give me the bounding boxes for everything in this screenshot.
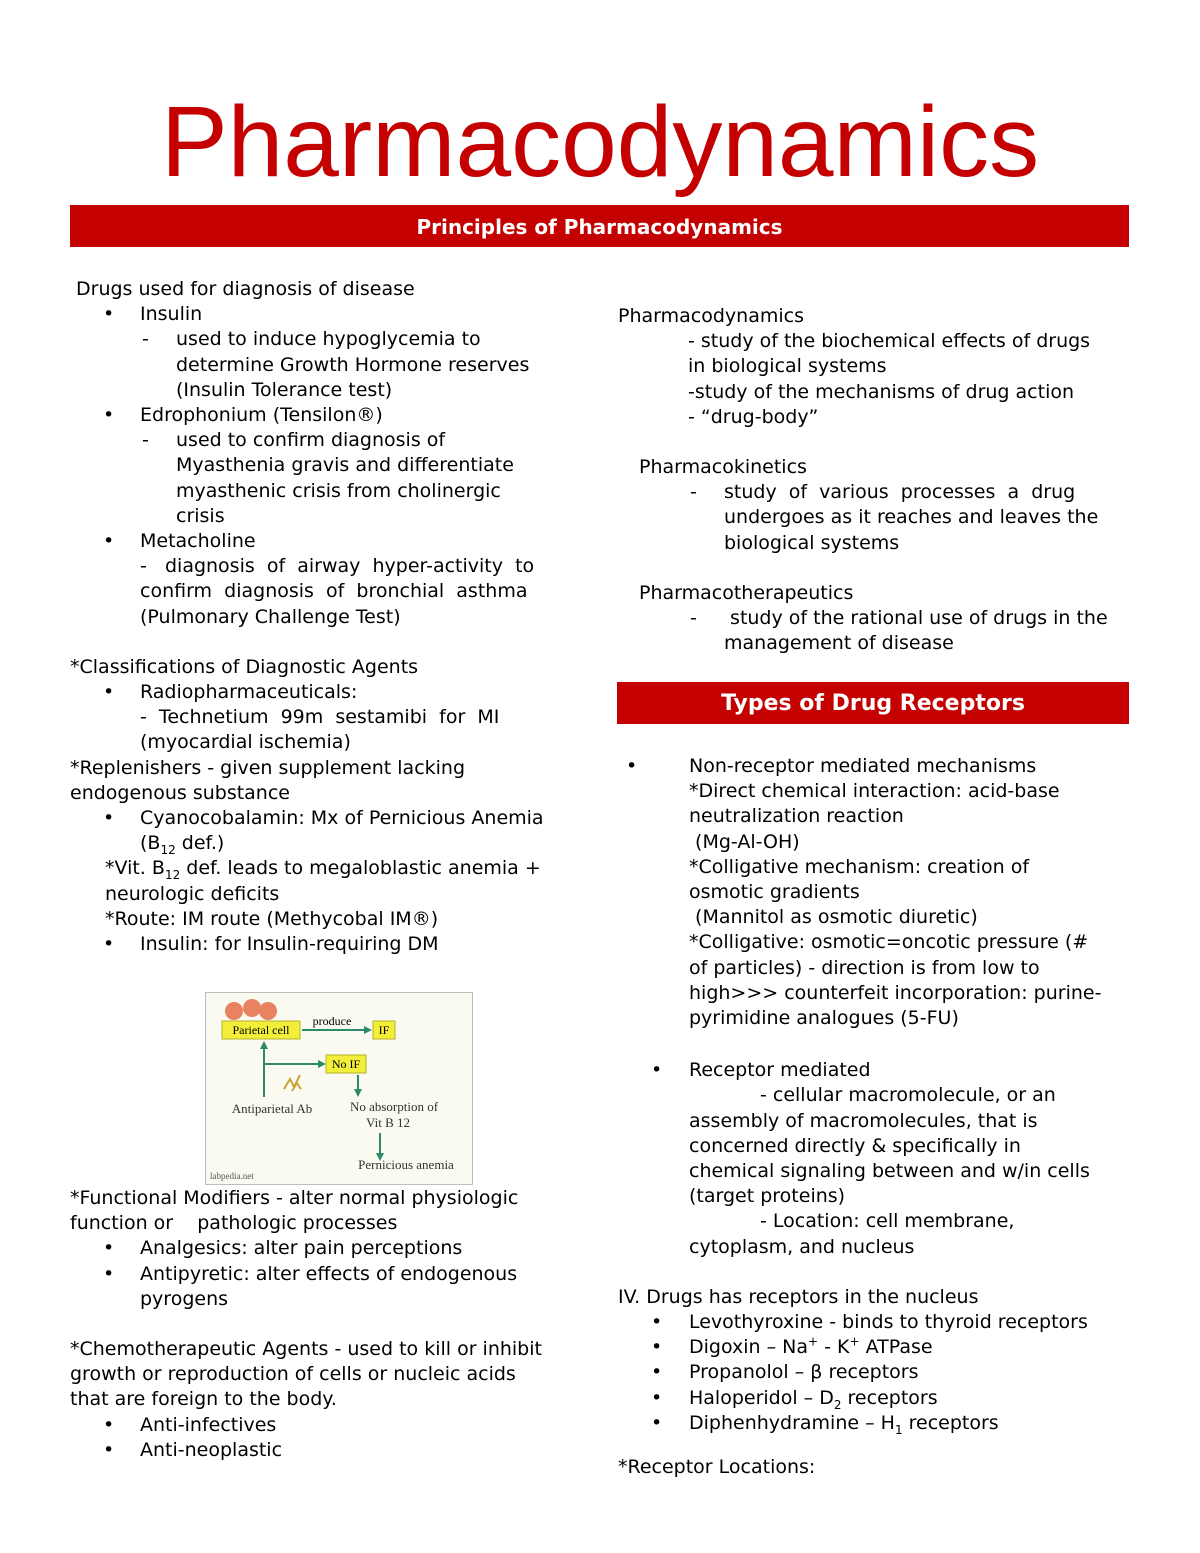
list-item: • Haloperidol – $D_2$ receptors xyxy=(618,1386,1130,1411)
cell-shape xyxy=(225,1002,243,1020)
class-heading: *Classifications of Diagnostic Agents xyxy=(70,655,419,678)
text-line: concerned directly & specifically in xyxy=(689,1134,1021,1157)
pernicious-label: Pernicious anemia xyxy=(358,1157,454,1172)
text-line: determine Growth Hormone reserves xyxy=(176,353,530,376)
list-item: - used to induce hypoglycemia to xyxy=(70,327,582,352)
antiparietal-label: Antiparietal Ab xyxy=(231,1101,313,1116)
right-column-lower xyxy=(618,754,1130,1480)
text-line: that are foreign to the body. xyxy=(70,1388,337,1411)
text-line: endogenous substance xyxy=(70,781,290,804)
text-line: (Insulin Tolerance test) xyxy=(176,378,393,401)
text-line: (Mannitol as osmotic diuretic) xyxy=(689,906,978,929)
text-line: ($B_{12}$ def.) xyxy=(140,832,225,858)
list-item: - study of various processes a drug xyxy=(618,480,1130,505)
list-item: • Digoxin – Na+ - K+ ATPase xyxy=(618,1335,1130,1360)
parietal-label: Parietal cell xyxy=(232,1023,290,1037)
cell-shape xyxy=(243,999,261,1017)
text-line: growth or reproduction of cells or nucleic acids xyxy=(70,1363,516,1386)
text-line: biological systems xyxy=(724,531,900,554)
text-line: *Functional Modifiers - alter normal physiologic xyxy=(70,1187,519,1209)
list-item: • Diphenhydramine – $H_1$ receptors xyxy=(618,1411,1130,1436)
text-line: chemical signaling between and w/in cells xyxy=(689,1160,1090,1183)
list-item: • Edrophonium (Tensilon®) xyxy=(70,403,582,428)
list-item: • Anti-infectives xyxy=(70,1413,582,1438)
list-item: • Propanolol – β receptors xyxy=(618,1360,1130,1385)
left-column xyxy=(70,277,582,957)
text-line: *Route: IM route (Methycobal IM®) xyxy=(105,907,439,930)
list-item: • Anti-neoplastic xyxy=(70,1438,582,1463)
text-line: confirm diagnosis of bronchial asthma xyxy=(140,580,528,603)
receptor-locations-heading: *Receptor Locations: xyxy=(618,1456,816,1479)
no-absorption-label: No absorption of xyxy=(349,1099,439,1114)
list-item: • Antipyretic: alter effects of endogenous xyxy=(70,1262,582,1287)
pt-heading: Pharmacotherapeutics xyxy=(639,581,854,604)
list-item: • Receptor mediated xyxy=(618,1058,1130,1083)
right-column xyxy=(618,304,1130,656)
diag-heading: Drugs used for diagnosis of disease xyxy=(76,278,415,300)
text-line: pyrogens xyxy=(140,1287,229,1310)
text-line: cytoplasm, and nucleus xyxy=(689,1235,915,1258)
cell-shape xyxy=(259,1002,277,1020)
text-line: in biological systems xyxy=(688,355,887,378)
text-line: *Direct chemical interaction: acid-base xyxy=(689,780,1060,803)
list-item: • Insulin xyxy=(70,302,582,327)
text-line: neutralization reaction xyxy=(689,805,904,828)
iv-heading: IV. Drugs has receptors in the nucleus xyxy=(618,1285,979,1308)
pk-heading: Pharmacokinetics xyxy=(639,456,807,479)
list-item: • Insulin: for Insulin-requiring DM xyxy=(70,932,582,957)
text-line: - “drug-body” xyxy=(688,405,819,428)
text-line: management of disease xyxy=(724,632,954,655)
text-line: crisis xyxy=(176,504,225,527)
vitb12-label: Vit B 12 xyxy=(365,1115,411,1130)
text-line: *Vit. $B_{12}$ def. leads to megaloblastic anemia + xyxy=(105,857,541,883)
text-line: *Colligative: osmotic=oncotic pressure (# xyxy=(689,931,1089,954)
no-if-label: No IF xyxy=(331,1057,361,1071)
text-line: neurologic deficits xyxy=(105,882,280,905)
section-banner-principles: Principles of Pharmacodynamics xyxy=(70,205,1129,247)
text-line: high>>> counterfeit incorporation: purine- xyxy=(689,981,1102,1004)
list-item: - study of the rational use of drugs in the xyxy=(618,606,1130,631)
list-item: • Levothyroxine - binds to thyroid receptors xyxy=(618,1310,1130,1335)
text-line: assembly of macromolecules, that is xyxy=(689,1109,1038,1132)
section-banner-types: Types of Drug Receptors xyxy=(617,682,1129,724)
text-line: *Colligative mechanism: creation of xyxy=(689,855,1030,878)
page-title: Pharmacodynamics xyxy=(160,86,1040,198)
list-item: • Radiopharmaceuticals: xyxy=(70,680,582,705)
text-line: Myasthenia gravis and differentiate xyxy=(176,454,514,477)
text-line: (Pulmonary Challenge Test) xyxy=(140,605,401,628)
produce-label: produce xyxy=(312,1014,352,1028)
text-line: function or pathologic processes xyxy=(70,1212,398,1235)
pd-heading: Pharmacodynamics xyxy=(618,305,804,327)
text-line: - diagnosis of airway hyper-activity to xyxy=(140,555,535,578)
text-line: (Mg-Al-OH) xyxy=(689,830,800,853)
text-line: - study of the biochemical effects of drugs xyxy=(688,330,1091,353)
text-line: -study of the mechanisms of drug action xyxy=(688,380,1075,403)
list-item: - used to confirm diagnosis of xyxy=(70,428,582,453)
text-line: myasthenic crisis from cholinergic xyxy=(176,479,501,502)
text-line: (target proteins) xyxy=(689,1185,846,1208)
text-line: osmotic gradients xyxy=(689,881,860,904)
text-line: (myocardial ischemia) xyxy=(140,731,351,754)
list-item: • Metacholine xyxy=(70,529,582,554)
figure-credit: labpedia.net xyxy=(210,1171,254,1181)
text-line: - Location: cell membrane, xyxy=(760,1210,1015,1233)
text-line: - Technetium 99m sestamibi for MI xyxy=(140,706,500,729)
list-item: • Cyanocobalamin: Mx of Pernicious Anemia xyxy=(70,806,582,831)
text-line: undergoes as it reaches and leaves the xyxy=(724,506,1099,529)
list-item: • Non-receptor mediated mechanisms xyxy=(618,754,1130,779)
list-item: • Analgesics: alter pain perceptions xyxy=(70,1236,582,1261)
text-line: *Chemotherapeutic Agents - used to kill or inhibit xyxy=(70,1338,542,1361)
left-column-lower xyxy=(70,1186,582,1463)
text-line: of particles) - direction is from low to xyxy=(689,956,1040,979)
text-line: pyrimidine analogues (5-FU) xyxy=(689,1007,959,1030)
text-line: *Replenishers - given supplement lacking xyxy=(70,756,466,779)
if-label: IF xyxy=(378,1023,390,1037)
pernicious-anemia-diagram xyxy=(205,992,473,1185)
text-line: - cellular macromolecule, or an xyxy=(760,1084,1056,1107)
